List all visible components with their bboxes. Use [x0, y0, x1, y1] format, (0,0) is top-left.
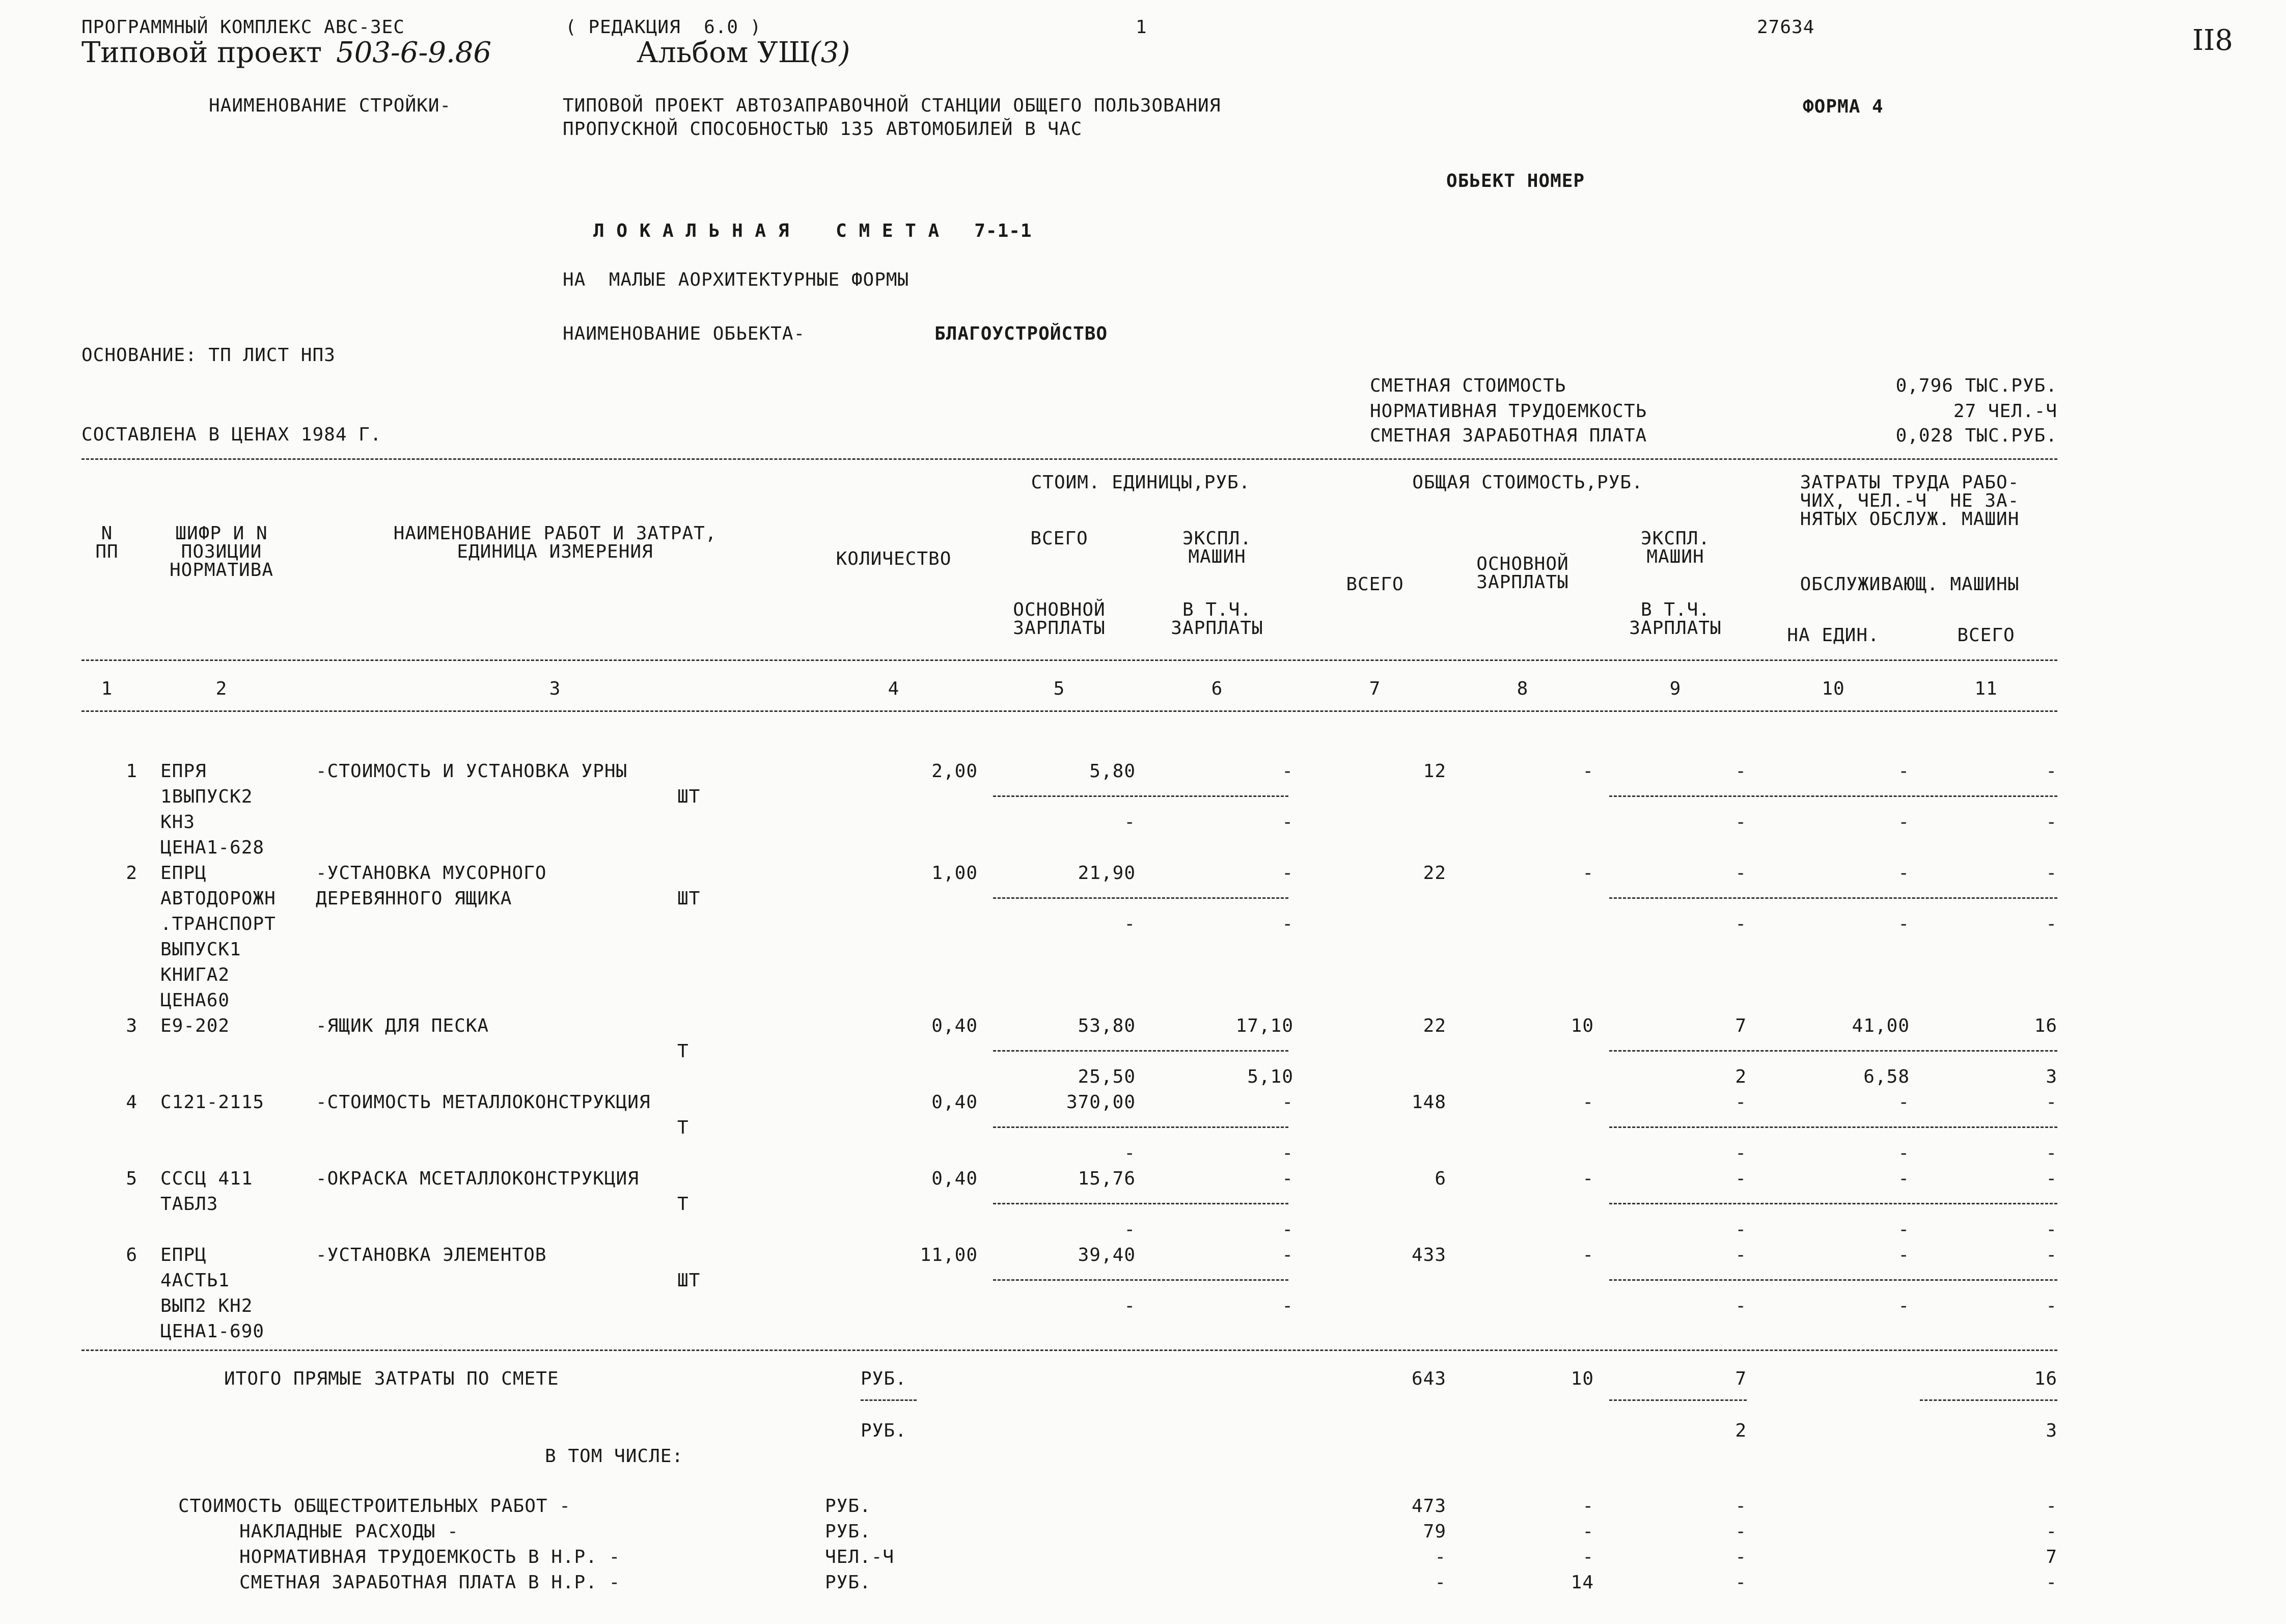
column-header: ЗАТРАТЫ ТРУДА РАБО- ЧИХ, ЧЕЛ.-Ч НЕ ЗА- НЯТЫХ ОБСЛУЖ. МАШИН — [1800, 472, 2020, 530]
album-part: (3) — [810, 36, 850, 69]
column-header: ЭКСПЛ. МАШИН — [1640, 528, 1711, 567]
row-labor-total-machine: - — [2046, 914, 2057, 934]
breakdown-cell: - — [1435, 1572, 1446, 1593]
row-labor-total-machine: - — [2046, 1219, 2057, 1240]
row-machine-cost: - — [1282, 761, 1293, 782]
row-quantity: 2,00 — [931, 761, 978, 782]
row-labor-unit-machine: 6,58 — [1863, 1066, 1910, 1087]
document-number: 27634 — [1757, 17, 1815, 38]
summary-value: 27 ЧЕЛ.-Ч — [1953, 401, 2057, 422]
row-unit-cost: 39,40 — [1078, 1245, 1136, 1265]
breakdown-cell: - — [1582, 1521, 1594, 1542]
row-labor-unit-machine: - — [1898, 1296, 1910, 1316]
row-unit: Т — [677, 1194, 689, 1215]
column-number: 5 — [1053, 678, 1065, 699]
row-code: ЕПРЦ 4АСТЬ1 ВЫП2 КН2 ЦЕНА1-690 — [160, 1245, 265, 1342]
breakdown-cell: 7 — [2046, 1547, 2057, 1567]
column-header: ВСЕГО — [1030, 528, 1088, 549]
construction-label: НАИМЕНОВАНИЕ СТРОЙКИ- — [209, 95, 452, 116]
totals-unit: РУБ. — [861, 1368, 907, 1389]
row-total-wage: - — [1582, 1245, 1594, 1265]
summary-value: 0,028 ТЫС.РУБ. — [1895, 425, 2057, 446]
breakdown-unit: РУБ. — [825, 1496, 871, 1517]
program-name: ПРОГРАММНЫЙ КОМПЛЕКС АВС-ЗЕС — [81, 17, 405, 38]
summary-label: НОРМАТИВНАЯ ТРУДОЕМКОСТЬ — [1370, 401, 1647, 422]
row-labor-unit: - — [1898, 761, 1910, 782]
row-unit-wage: - — [1124, 812, 1136, 833]
breakdown-cell: - — [2046, 1496, 2057, 1517]
row-number: 5 — [126, 1168, 137, 1189]
summary-label: СМЕТНАЯ ЗАРАБОТНАЯ ПЛАТА — [1370, 425, 1647, 446]
row-labor-total: - — [2046, 1245, 2057, 1265]
row-total-cost: 148 — [1411, 1092, 1446, 1113]
breakdown-cell: - — [1735, 1547, 1747, 1567]
breakdown-cell: 14 — [1571, 1572, 1594, 1593]
row-labor-unit-machine: - — [1898, 1219, 1910, 1240]
row-number: 2 — [126, 863, 137, 884]
estimate-title: Л О К А Л Ь Н А Я С М Е Т А 7-1-1 — [593, 221, 1032, 241]
row-labor-unit: - — [1898, 1168, 1910, 1189]
column-number: 6 — [1211, 678, 1223, 699]
row-total-machine: - — [1735, 1245, 1747, 1265]
column-number: 11 — [1974, 678, 1998, 699]
row-labor-unit: - — [1898, 863, 1910, 884]
totals-cell: 7 — [1735, 1368, 1747, 1389]
row-labor-unit: 41,00 — [1852, 1015, 1910, 1036]
row-machine-wage: - — [1282, 1296, 1293, 1316]
breakdown-label: НАКЛАДНЫЕ РАСХОДЫ - — [239, 1521, 459, 1542]
row-machine-cost: - — [1282, 1245, 1293, 1265]
row-total-machine-wage: - — [1735, 812, 1747, 833]
basis: ОСНОВАНИЕ: ТП ЛИСТ НПЗ — [81, 345, 336, 366]
edition: ( РЕДАКЦИЯ 6.0 ) — [565, 17, 762, 38]
breakdown-cell: - — [1735, 1572, 1747, 1593]
column-number: 9 — [1669, 678, 1682, 699]
row-total-machine: 7 — [1735, 1015, 1747, 1036]
totals-unit: РУБ. — [861, 1420, 907, 1441]
object-name: БЛАГОУСТРОЙСТВО — [934, 323, 1108, 344]
row-machine-wage: 5,10 — [1247, 1066, 1293, 1087]
row-machine-cost: 17,10 — [1235, 1015, 1293, 1036]
column-header: ОБСЛУЖИВАЮЩ. МАШИНЫ — [1800, 574, 2020, 595]
row-quantity: 0,40 — [931, 1092, 978, 1113]
object-number: ОБЬЕКТ НОМЕР — [1446, 171, 1585, 191]
column-header: ВСЕГО — [1346, 574, 1404, 595]
row-unit: ШТ — [677, 786, 701, 807]
row-total-machine-wage: - — [1735, 914, 1747, 934]
breakdown-cell: - — [1735, 1521, 1747, 1542]
totals-label: ИТОГО ПРЯМЫЕ ЗАТРАТЫ ПО СМЕТЕ — [224, 1368, 559, 1389]
column-header: В Т.Ч. ЗАРПЛАТЫ — [1171, 599, 1263, 639]
column-number: 10 — [1822, 678, 1845, 699]
row-unit-wage: - — [1124, 1143, 1136, 1164]
column-header: СТОИМ. ЕДИНИЦЫ,РУБ. — [1031, 472, 1251, 493]
row-quantity: 1,00 — [931, 863, 978, 884]
row-name: -ОКРАСКА МСЕТАЛЛОКОНСТРУКЦИЯ — [316, 1168, 639, 1189]
row-number: 1 — [126, 761, 137, 782]
column-number: 8 — [1517, 678, 1529, 699]
row-machine-wage: - — [1282, 1143, 1293, 1164]
row-total-wage: - — [1582, 1092, 1594, 1113]
row-total-machine: - — [1735, 1168, 1747, 1189]
column-header: ОБЩАЯ СТОИМОСТЬ,РУБ. — [1412, 472, 1643, 493]
breakdown-cell: - — [1435, 1547, 1446, 1567]
row-code: С121-2115 — [160, 1092, 265, 1113]
row-labor-total: - — [2046, 1168, 2057, 1189]
row-unit: Т — [677, 1041, 689, 1062]
row-name: -УСТАНОВКА ЭЛЕМЕНТОВ — [316, 1245, 547, 1265]
row-labor-total-machine: - — [2046, 1296, 2057, 1316]
breakdown-cell: - — [2046, 1521, 2057, 1542]
column-header: КОЛИЧЕСТВО — [836, 548, 952, 569]
row-code: СССЦ 411 ТАБЛЗ — [160, 1168, 253, 1215]
row-unit-cost: 21,90 — [1078, 863, 1136, 884]
totals-cell: 643 — [1411, 1368, 1446, 1389]
row-total-machine-wage: - — [1735, 1143, 1747, 1164]
breakdown-cell: - — [2046, 1572, 2057, 1593]
totals-cell: 10 — [1571, 1368, 1594, 1389]
breakdown-label: СМЕТНАЯ ЗАРАБОТНАЯ ПЛАТА В Н.Р. - — [239, 1572, 621, 1593]
row-labor-unit-machine: - — [1898, 812, 1910, 833]
row-unit: Т — [677, 1117, 689, 1138]
row-total-wage: 10 — [1571, 1015, 1594, 1036]
estimate-subject: НА МАЛЫЕ АОРХИТЕКТУРНЫЕ ФОРМЫ — [563, 269, 910, 290]
object-label: НАИМЕНОВАНИЕ ОБЬЕКТА- — [563, 323, 806, 344]
row-unit-wage: 25,50 — [1078, 1066, 1136, 1087]
row-labor-unit: - — [1898, 1092, 1910, 1113]
row-code: Е9-202 — [160, 1015, 230, 1036]
row-unit-cost: 5,80 — [1089, 761, 1136, 782]
row-total-wage: - — [1582, 1168, 1594, 1189]
row-total-machine-wage: - — [1735, 1296, 1747, 1316]
row-quantity: 0,40 — [931, 1015, 978, 1036]
breakdown-unit: РУБ. — [825, 1521, 871, 1542]
row-name: -УСТАНОВКА МУСОРНОГО ДЕРЕВЯННОГО ЯЩИКА — [316, 863, 547, 909]
row-number: 6 — [126, 1245, 137, 1265]
including-label: В ТОМ ЧИСЛЕ: — [545, 1446, 684, 1467]
row-unit-wage: - — [1124, 914, 1136, 934]
row-code: ЕПРЦ АВТОДОРОЖН .ТРАНСПОРТ ВЫПУСК1 КНИГА2 ЦЕНА60 — [160, 863, 276, 1011]
column-header: N ПП — [95, 523, 119, 562]
breakdown-label: НОРМАТИВНАЯ ТРУДОЕМКОСТЬ В Н.Р. - — [239, 1547, 621, 1567]
row-machine-wage: - — [1282, 812, 1293, 833]
project-label: Типовой проект — [81, 36, 322, 69]
summary-value: 0,796 ТЫС.РУБ. — [1895, 375, 2057, 396]
row-total-machine: - — [1735, 1092, 1747, 1113]
row-code: ЕПРЯ 1ВЫПУСК2 КНЗ ЦЕНА1-628 — [160, 761, 265, 858]
breakdown-cell: - — [1735, 1496, 1747, 1517]
row-name: -СТОИМОСТЬ МЕТАЛЛОКОНСТРУКЦИЯ — [316, 1092, 651, 1113]
row-name: -СТОИМОСТЬ И УСТАНОВКА УРНЫ — [316, 761, 628, 782]
row-unit: ШТ — [677, 1270, 701, 1291]
page-mark: II8 — [2192, 24, 2233, 57]
row-machine-wage: - — [1282, 914, 1293, 934]
row-machine-cost: - — [1282, 1168, 1293, 1189]
row-labor-total: - — [2046, 863, 2057, 884]
row-unit-cost: 370,00 — [1066, 1092, 1136, 1113]
row-number: 3 — [126, 1015, 137, 1036]
row-unit-cost: 15,76 — [1078, 1168, 1136, 1189]
row-number: 4 — [126, 1092, 137, 1113]
row-quantity: 11,00 — [920, 1245, 978, 1265]
summary-label: СМЕТНАЯ СТОИМОСТЬ — [1370, 375, 1566, 396]
breakdown-label: СТОИМОСТЬ ОБЩЕСТРОИТЕЛЬНЫХ РАБОТ - — [178, 1496, 571, 1517]
row-labor-total: - — [2046, 1092, 2057, 1113]
construction-line-1: ТИПОВОЙ ПРОЕКТ АВТОЗАПРАВОЧНОЙ СТАНЦИИ ОБЩЕГО ПОЛЬЗОВАНИЯ — [563, 95, 1221, 116]
column-header: НА ЕДИН. — [1787, 625, 1880, 646]
row-machine-wage: - — [1282, 1219, 1293, 1240]
breakdown-unit: ЧЕЛ.-Ч — [825, 1547, 895, 1567]
totals-cell: 3 — [2046, 1420, 2057, 1441]
column-number: 3 — [549, 678, 561, 699]
page-number: 1 — [1136, 17, 1147, 38]
column-header: ОСНОВНОЙ ЗАРПЛАТЫ — [1013, 599, 1106, 639]
project-code: 503-6-9.86 — [336, 36, 492, 69]
row-total-cost: 22 — [1423, 863, 1446, 884]
row-total-cost: 12 — [1423, 761, 1446, 782]
column-number: 4 — [888, 678, 900, 699]
row-labor-total: - — [2046, 761, 2057, 782]
breakdown-cell: - — [1582, 1547, 1594, 1567]
row-total-machine: - — [1735, 761, 1747, 782]
row-machine-cost: - — [1282, 1092, 1293, 1113]
row-total-cost: 22 — [1423, 1015, 1446, 1036]
row-labor-total-machine: - — [2046, 812, 2057, 833]
row-total-machine-wage: 2 — [1735, 1066, 1747, 1087]
column-number: 1 — [101, 678, 113, 699]
row-total-machine: - — [1735, 863, 1747, 884]
breakdown-cell: 79 — [1423, 1521, 1446, 1542]
breakdown-cell: - — [1582, 1496, 1594, 1517]
breakdown-cell: 473 — [1411, 1496, 1446, 1517]
row-total-cost: 433 — [1411, 1245, 1446, 1265]
column-header: ВСЕГО — [1957, 625, 2015, 646]
row-unit: ШТ — [677, 888, 701, 909]
row-name: -ЯЩИК ДЛЯ ПЕСКА — [316, 1015, 489, 1036]
column-number: 2 — [215, 678, 228, 699]
breakdown-unit: РУБ. — [825, 1572, 871, 1593]
column-header: ШИФР И N ПОЗИЦИИ НОРМАТИВА — [169, 523, 274, 581]
row-labor-total: 16 — [2034, 1015, 2057, 1036]
construction-line-2: ПРОПУСКНОЙ СПОСОБНОСТЬЮ 135 АВТОМОБИЛЕЙ В ЧАС — [563, 119, 1083, 140]
row-total-machine-wage: - — [1735, 1219, 1747, 1240]
row-labor-unit-machine: - — [1898, 1143, 1910, 1164]
form-label: ФОРМА 4 — [1803, 96, 1884, 117]
row-unit-wage: - — [1124, 1219, 1136, 1240]
column-header: НАИМЕНОВАНИЕ РАБОТ И ЗАТРАТ, ЕДИНИЦА ИЗМЕРЕНИЯ — [393, 523, 717, 562]
row-labor-total-machine: - — [2046, 1143, 2057, 1164]
row-total-wage: - — [1582, 761, 1594, 782]
row-unit-cost: 53,80 — [1078, 1015, 1136, 1036]
totals-cell: 16 — [2034, 1368, 2057, 1389]
row-labor-unit-machine: - — [1898, 914, 1910, 934]
row-machine-cost: - — [1282, 863, 1293, 884]
row-labor-total-machine: 3 — [2046, 1066, 2057, 1087]
row-unit-wage: - — [1124, 1296, 1136, 1316]
column-number: 7 — [1369, 678, 1381, 699]
column-header: ОСНОВНОЙ ЗАРПЛАТЫ — [1476, 554, 1569, 593]
totals-cell: 2 — [1735, 1420, 1747, 1441]
price-basis: СОСТАВЛЕНА В ЦЕНАХ 1984 Г. — [81, 424, 382, 445]
album-label: Альбом УШ — [637, 36, 811, 69]
column-header: В Т.Ч. ЗАРПЛАТЫ — [1629, 599, 1722, 639]
row-total-cost: 6 — [1435, 1168, 1446, 1189]
row-total-wage: - — [1582, 863, 1594, 884]
row-labor-unit: - — [1898, 1245, 1910, 1265]
column-header: ЭКСПЛ. МАШИН — [1182, 528, 1252, 567]
row-quantity: 0,40 — [931, 1168, 978, 1189]
